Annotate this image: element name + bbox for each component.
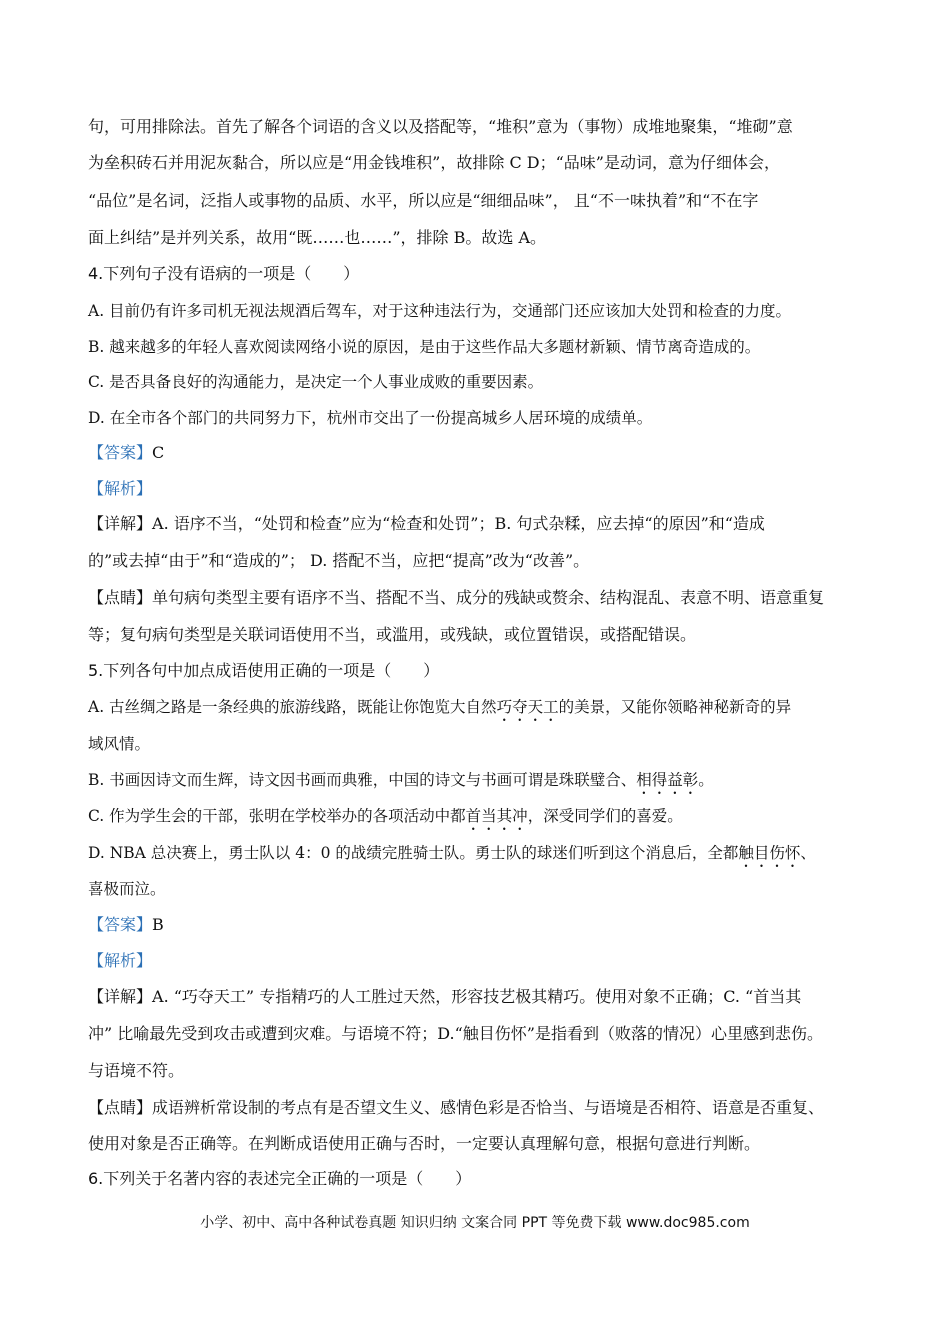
option-text: 的美景，又能你领略神秘新奇的异 — [558, 698, 792, 716]
detail-tag: 【详解】 — [88, 514, 153, 533]
q5-option-a — [88, 696, 791, 725]
detail-text: A. “巧夺天工” 专指精巧的人工胜过天然，形容技艺极其精巧。使用对象不正确；C. “首当其 — [152, 987, 802, 1006]
option-text: 、 — [800, 844, 816, 862]
q4-stem: 4.下列句子没有语病的一项是（ ） — [88, 264, 360, 283]
q4-option-d: D. 在全市各个部门的共同努力下，杭州市交出了一份提高城乡人居环境的成绩单。 — [88, 409, 653, 427]
q5-detail-line-1 — [88, 986, 801, 1008]
q5-option-d-line-2: 喜极而泣。 — [88, 880, 166, 898]
tip-tag: 【点睛】 — [88, 588, 153, 607]
q4-analysis-tag: 【解析】 — [88, 479, 153, 498]
q5-detail-line-2: 冲” 比喻最先受到攻击或遭到灾难。与语境不符；D.“触目伤怀”是指看到（败落的情况）心里感到悲伤。 — [88, 1024, 823, 1043]
q4-detail-line-1 — [88, 513, 765, 535]
q6-stem: 6.下列关于名著内容的表述完全正确的一项是（ ） — [88, 1169, 472, 1188]
q4-answer — [88, 442, 164, 464]
option-text: A. 古丝绸之路是一条经典的旅游线路，既能让你饱览大自然 — [88, 698, 497, 716]
option-text: 。 — [698, 771, 714, 789]
q3-explain-line-1: 句，可用排除法。首先了解各个词语的含义以及搭配等，“堆积”意为（事物）成堆地聚集，“堆砌”意 — [88, 117, 793, 136]
answer-tag: 【答案】 — [88, 443, 153, 462]
dotted-idiom: 相得益彰 — [636, 771, 699, 789]
option-text: B. 书画因诗文而生辉，诗文因书画而典雅，中国的诗文与书画可谓是珠联璧合、 — [88, 771, 637, 789]
page-footer: 小学、初中、高中各种试卷真题 知识归纳 文案合同 PPT 等免费下载 www.doc985.com — [200, 1215, 750, 1231]
q5-analysis-tag: 【解析】 — [88, 951, 153, 970]
q5-detail-line-3: 与语境不符。 — [88, 1061, 185, 1080]
answer-value: C — [152, 443, 165, 462]
dotted-idiom: 首当其冲 — [465, 807, 528, 825]
tip-text: 单句病句类型主要有语序不当、搭配不当、成分的残缺或赘余、结构混乱、表意不明、语意重复 — [152, 588, 825, 607]
option-text: ，深受同学们的喜爱。 — [527, 807, 683, 825]
q5-option-c — [88, 805, 683, 834]
answer-value: B — [152, 915, 164, 934]
answer-tag: 【答案】 — [88, 915, 153, 934]
q4-option-a: A. 目前仍有许多司机无视法规酒后驾车，对于这种违法行为，交通部门还应该加大处罚和检查的力度。 — [88, 302, 792, 320]
q4-tip-line-2: 等；复句病句类型是关联词语使用不当，或滥用，或残缺，或位置错误，或搭配错误。 — [88, 625, 697, 644]
q4-option-c: C. 是否具备良好的沟通能力，是决定一个人事业成败的重要因素。 — [88, 373, 544, 391]
dotted-idiom: 巧夺天工 — [496, 698, 559, 716]
q4-option-b: B. 越来越多的年轻人喜欢阅读网络小说的原因，是由于这些作品大多题材新颖、情节离奇造成的。 — [88, 338, 761, 356]
q5-option-a-line-2: 域风情。 — [88, 735, 151, 753]
option-text: D. NBA 总决赛上，勇士队以 4：0 的战绩完胜骑士队。勇士队的球迷们听到这个消息后，全都 — [88, 844, 739, 862]
q3-explain-line-2: 为垒积砖石并用泥灰黏合，所以应是“用金钱堆积”，故排除 C D；“品味”是动词，意为仔细体会， — [88, 153, 780, 172]
q5-option-b — [88, 769, 714, 798]
q3-explain-line-4: 面上纠结”是并列关系，故用“既……也……”，排除 B。故选 A。 — [88, 228, 547, 247]
q5-tip-line-2: 使用对象是否正确等。在判断成语使用正确与否时，一定要认真理解句意，根据句意进行判断。 — [88, 1134, 761, 1153]
tip-tag: 【点睛】 — [88, 1098, 153, 1117]
dotted-idiom: 触目伤怀 — [738, 844, 801, 862]
q5-tip-line-1 — [88, 1097, 824, 1119]
detail-text: A. 语序不当，“处罚和检查”应为“检查和处罚”；B. 句式杂糅，应去掉“的原因”和“造成 — [152, 514, 765, 533]
q5-option-d — [88, 842, 816, 871]
detail-tag: 【详解】 — [88, 987, 153, 1006]
q4-detail-line-2: 的”或去掉“由于”和“造成的”； D. 搭配不当，应把“提高”改为“改善”。 — [88, 551, 590, 570]
q4-tip-line-1 — [88, 587, 824, 609]
tip-text: 成语辨析常设制的考点有是否望文生义、感情色彩是否恰当、与语境是否相符、语意是否重复、 — [152, 1098, 825, 1117]
q5-answer — [88, 914, 164, 936]
q3-explain-line-3: “品位”是名词，泛指人或事物的品质、水平，所以应是“细细品味”， 且“不一味执着”和“不在字 — [88, 191, 759, 210]
q5-stem: 5.下列各句中加点成语使用正确的一项是（ ） — [88, 661, 440, 680]
option-text: C. 作为学生会的干部，张明在学校举办的各项活动中都 — [88, 807, 466, 825]
